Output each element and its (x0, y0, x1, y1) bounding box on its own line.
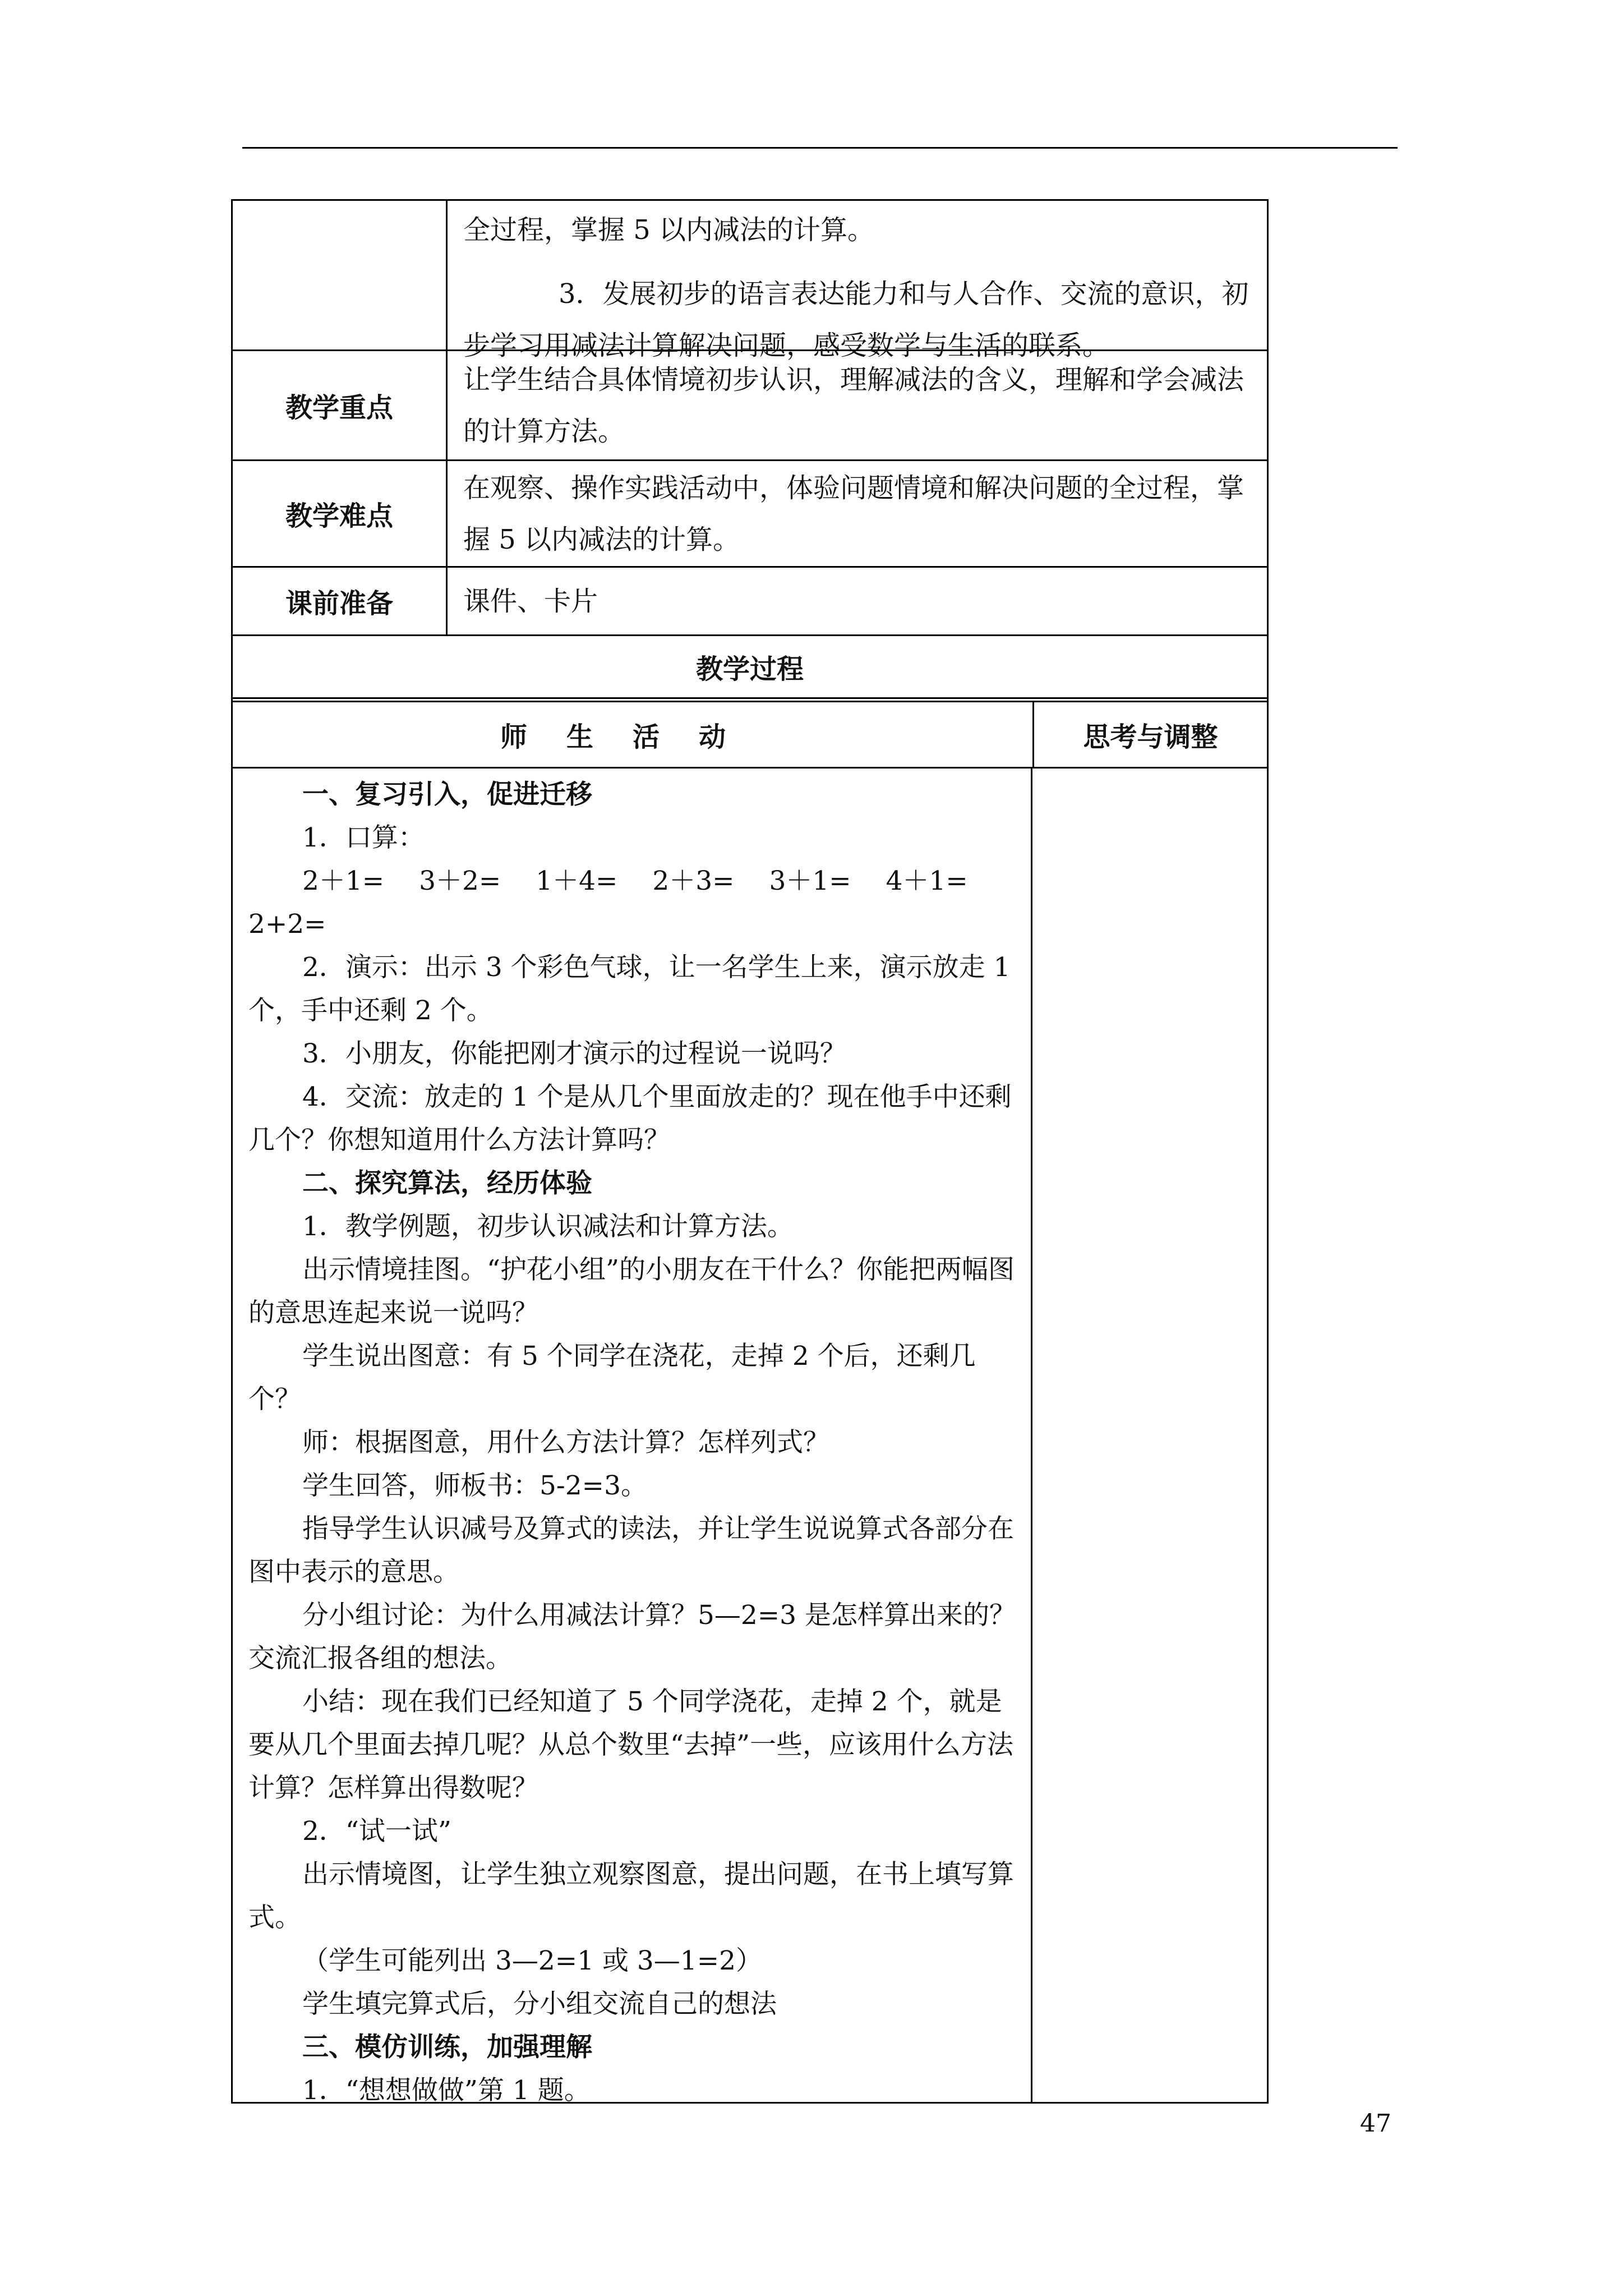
activity-paragraph: 出示情境挂图。“护花小组”的小朋友在干什么？你能把两幅图的意思连起来说一说吗？ (248, 1254, 1015, 1328)
activity-paragraph: 1．口算： (302, 822, 425, 853)
section-heading: 二、探究算法，经历体验 (302, 1168, 592, 1199)
section-heading: 一、复习引入，促进迁移 (302, 779, 592, 810)
activity-paragraph: 2＋1= 3＋2= 1＋4= 2＋3= 3＋1= 4＋1= 2+2= (248, 866, 1003, 940)
activity-paragraph: 小结：现在我们已经知道了 5 个同学浇花，走掉 2 个，就是要从几个里面去掉几呢？从总个数里“去掉”一些，应该用什么方法计算？怎样算出得数呢？ (248, 1686, 1014, 1803)
difficulty-label: 教学难点 (233, 461, 448, 566)
preparation-content (448, 568, 1267, 634)
activity-paragraph: 1．“想想做做”第 1 题。 (302, 2075, 591, 2102)
goals-content (448, 201, 1267, 361)
activity-content (233, 769, 1032, 2102)
focus-text: 让学生结合具体情境初步认识，理解减法的含义，理解和学会减法的计算方法。 (463, 364, 1244, 447)
focus-content (448, 351, 1267, 459)
goal-line-1: 全过程，掌握 5 以内减法的计算。 (463, 214, 875, 246)
goal-line-2: 3．发展初步的语言表达能力和与人合作、交流的意识，初步学习用减法计算解决问题，感受数学与生活的联系。 (463, 278, 1249, 361)
focus-label: 教学重点 (233, 351, 448, 459)
activity-paragraph: 1．教学例题，初步认识减法和计算方法。 (302, 1211, 794, 1242)
teaching-focus-row (233, 351, 1267, 461)
activity-paragraph: 师：根据图意，用什么方法计算？怎样列式？ (302, 1427, 829, 1458)
activity-paragraph: 2．“试一试” (302, 1816, 451, 1847)
teaching-goals-row (233, 201, 1267, 361)
difficulty-text: 在观察、操作实践活动中，体验问题情境和解决问题的全过程，掌握 5 以内减法的计算。 (463, 472, 1244, 555)
activity-body-row (233, 769, 1267, 2102)
think-column-header: 思考与调整 (1083, 721, 1218, 753)
activity-paragraph: 3．小朋友，你能把刚才演示的过程说一说吗？ (302, 1038, 846, 1069)
header-rule (242, 147, 1398, 149)
preparation-row (233, 568, 1267, 636)
activity-paragraph: 学生说出图意：有 5 个同学在浇花，走掉 2 个后，还剩几个？ (248, 1341, 976, 1415)
activity-paragraph: 分小组讨论：为什么用减法计算？5—2=3 是怎样算出来的？交流汇报各组的想法。 (248, 1600, 1016, 1674)
preparation-label: 课前准备 (233, 568, 448, 634)
lesson-plan-table (231, 199, 1269, 2104)
activity-paragraph: 4．交流：放走的 1 个是从几个里面放走的？现在他手中还剩几个？你想知道用什么方法计算吗？ (248, 1082, 1012, 1156)
preparation-text: 课件、卡片 (463, 585, 598, 617)
activity-paragraph: 2．演示：出示 3 个彩色气球，让一名学生上来，演示放走 1 个，手中还剩 2 个。 (248, 952, 1011, 1026)
difficulty-content (448, 461, 1267, 566)
think-content (1032, 769, 1267, 2102)
activity-paragraph: 出示情境图，让学生独立观察图意，提出问题，在书上填写算式。 (248, 1859, 1014, 1933)
activity-paragraph: （学生可能列出 3—2=1 或 3—1=2） (302, 1945, 762, 1976)
column-header-row (233, 702, 1267, 769)
activity-paragraph: 指导学生认识减号及算式的读法，并让学生说说算式各部分在图中表示的意思。 (248, 1513, 1014, 1588)
teaching-difficulty-row (233, 461, 1267, 568)
page-number: 47 (1360, 2109, 1391, 2138)
section-heading: 三、模仿训练，加强理解 (302, 2032, 592, 2063)
activity-paragraph: 学生填完算式后，分小组交流自己的想法 (302, 1989, 777, 2019)
activity-column-header: 师生活动 (233, 702, 1034, 767)
process-title-row (233, 636, 1267, 702)
process-title: 教学过程 (695, 654, 804, 685)
activity-paragraph: 学生回答，师板书：5-2=3。 (302, 1470, 647, 1501)
goals-label-cell (233, 201, 448, 349)
